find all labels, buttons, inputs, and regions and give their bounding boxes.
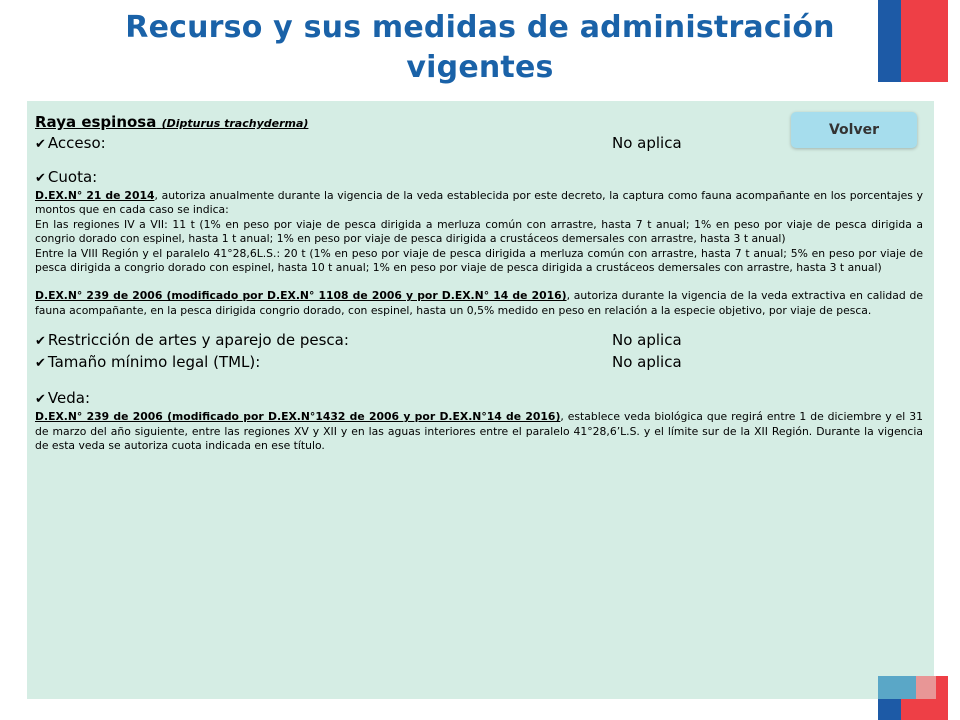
species-name: Raya espinosa xyxy=(35,113,157,131)
content-panel xyxy=(27,101,934,699)
cuota-decree-ref-2[interactable]: D.EX.N° 239 de 2006 (modificado por D.EX.N° 1108 de 2006 y por D.EX.N° 14 de 2016) xyxy=(35,289,567,303)
check-icon: ✔ xyxy=(35,392,46,408)
volver-button[interactable]: Volver xyxy=(791,112,917,148)
flag-logo-bottom xyxy=(878,676,948,720)
cuota-decree-ref-1[interactable]: D.EX.N° 21 de 2014 xyxy=(35,189,155,202)
cuota-paragraph-1: D.EX.N° 21 de 2014, autoriza anualmente durante la vigencia de la veda establecida por este decreto, la captura como fauna acompañante en los porcentajes y montos que en cada caso se indica: xyxy=(35,189,924,217)
veda-row xyxy=(35,388,923,410)
cuota-paragraph-3: Entre la VIII Región y el paralelo 41°28,6L.S.: 20 t (1% en peso por viaje de pesca dirigida a merluza común con arrastre, hasta 7 t anual; 5% en peso por viaje de pesca dirigida a congrio dorado con espinel, hasta 10 t anual; 1% en peso por viaje de pesca dirigida a crustáceos demersales con arrastre, hasta 3 t anual) xyxy=(35,246,923,275)
acceso-value: No aplica xyxy=(612,134,682,152)
tml-label: Tamaño mínimo legal (TML): xyxy=(47,353,261,372)
cuota-paragraph-2: En las regiones IV a VII: 11 t (1% en peso por viaje de pesca dirigida a merluza común con arrastre, hasta 7 t anual; 1% en peso por viaje de pesca dirigida a congrio dorado con espinel, hasta 1 t anual; 1% en peso por viaje de pesca dirigida a crustáceos demersales con arrastre, hasta 3 t anual) xyxy=(35,217,923,246)
restriccion-value: No aplica xyxy=(612,331,682,350)
veda-label: Veda: xyxy=(47,389,90,408)
species-scientific-name: (Dipturus trachyderma) xyxy=(161,117,309,130)
restriccion-row xyxy=(35,330,923,352)
check-icon: ✔ xyxy=(35,171,46,186)
species-heading xyxy=(35,113,923,133)
check-icon: ✔ xyxy=(35,334,46,350)
tml-value: No aplica xyxy=(612,353,682,372)
cuota-label: Cuota: xyxy=(47,168,98,186)
restriccion-label: Restricción de artes y aparejo de pesca: xyxy=(47,331,349,350)
flag-logo-top xyxy=(878,0,948,82)
content-body xyxy=(35,113,923,453)
veda-decree-ref[interactable]: D.EX.N° 239 de 2006 (modificado por D.EX.N°1432 de 2006 y por D.EX.N°14 de 2016) xyxy=(35,410,561,424)
acceso-label: Acceso: xyxy=(47,134,106,152)
cuota-paragraph-4: D.EX.N° 239 de 2006 (modificado por D.EX.N° 1108 de 2006 y por D.EX.N° 14 de 2016), autoriza durante la vigencia de la veda extractiva en calidad de fauna acompañante, en la pesca dirigida congrio dorado, con espinel, hasta un 0,5% medido en peso en relación a la especie objetivo, por viaje de pesca. xyxy=(35,289,923,317)
tml-row xyxy=(35,352,923,374)
check-icon: ✔ xyxy=(35,137,46,152)
veda-paragraph: D.EX.N° 239 de 2006 (modificado por D.EX.N°1432 de 2006 y por D.EX.N°14 de 2016), establece veda biológica que regirá entre 1 de diciembre y el 31 de marzo del año siguiente, entre las regiones XV y XII y en las aguas interiores entre el paralelo 41°28,6’L.S. y el límite sur de la XII Región. Durante la vigencia de esta veda se autoriza cuota indicada en ese título. xyxy=(35,410,923,453)
acceso-row xyxy=(35,133,923,155)
page-title: Recurso y sus medidas de administración vigentes xyxy=(125,10,835,85)
cuota-row xyxy=(35,167,923,189)
check-icon: ✔ xyxy=(35,356,46,372)
